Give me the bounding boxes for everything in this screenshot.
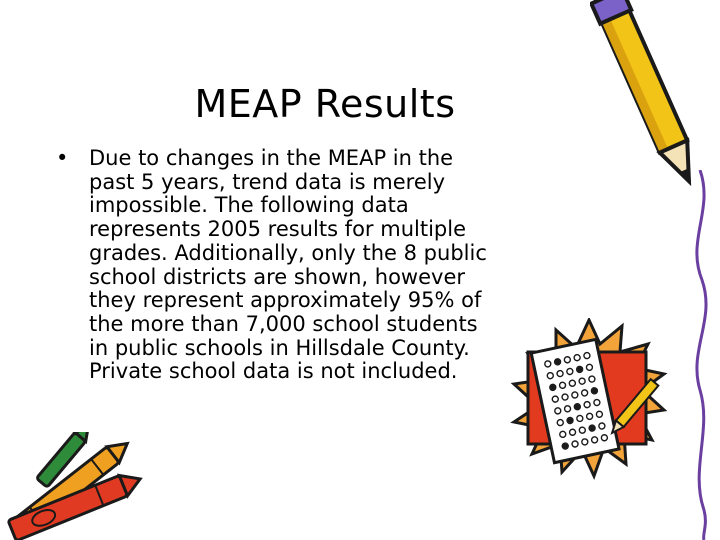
body-line: past 5 years, trend data is merely <box>89 169 446 194</box>
body-line: school districts are shown, however <box>89 264 466 289</box>
slide-title: MEAP Results <box>194 82 456 126</box>
bullet-marker: • <box>56 146 69 170</box>
test-sheet-icon <box>508 318 670 480</box>
body-line: they represent approximately 95% of <box>89 288 482 313</box>
body-line: grades. Additionally, only the 8 public <box>89 240 487 265</box>
bullet-paragraph <box>89 147 526 384</box>
body-line: Due to changes in the MEAP in the <box>89 146 454 170</box>
body-line: in public schools in Hillsdale County. <box>89 335 470 360</box>
swirl-line-icon <box>680 170 720 540</box>
body-text-block <box>56 147 526 384</box>
body-line: the more than 7,000 school students <box>89 311 478 336</box>
crayons-icon <box>0 432 150 540</box>
body-line: impossible. The following data <box>89 193 409 218</box>
body-line: Private school data is not included. <box>89 359 458 384</box>
body-line: represents 2005 results for multiple <box>89 217 466 242</box>
